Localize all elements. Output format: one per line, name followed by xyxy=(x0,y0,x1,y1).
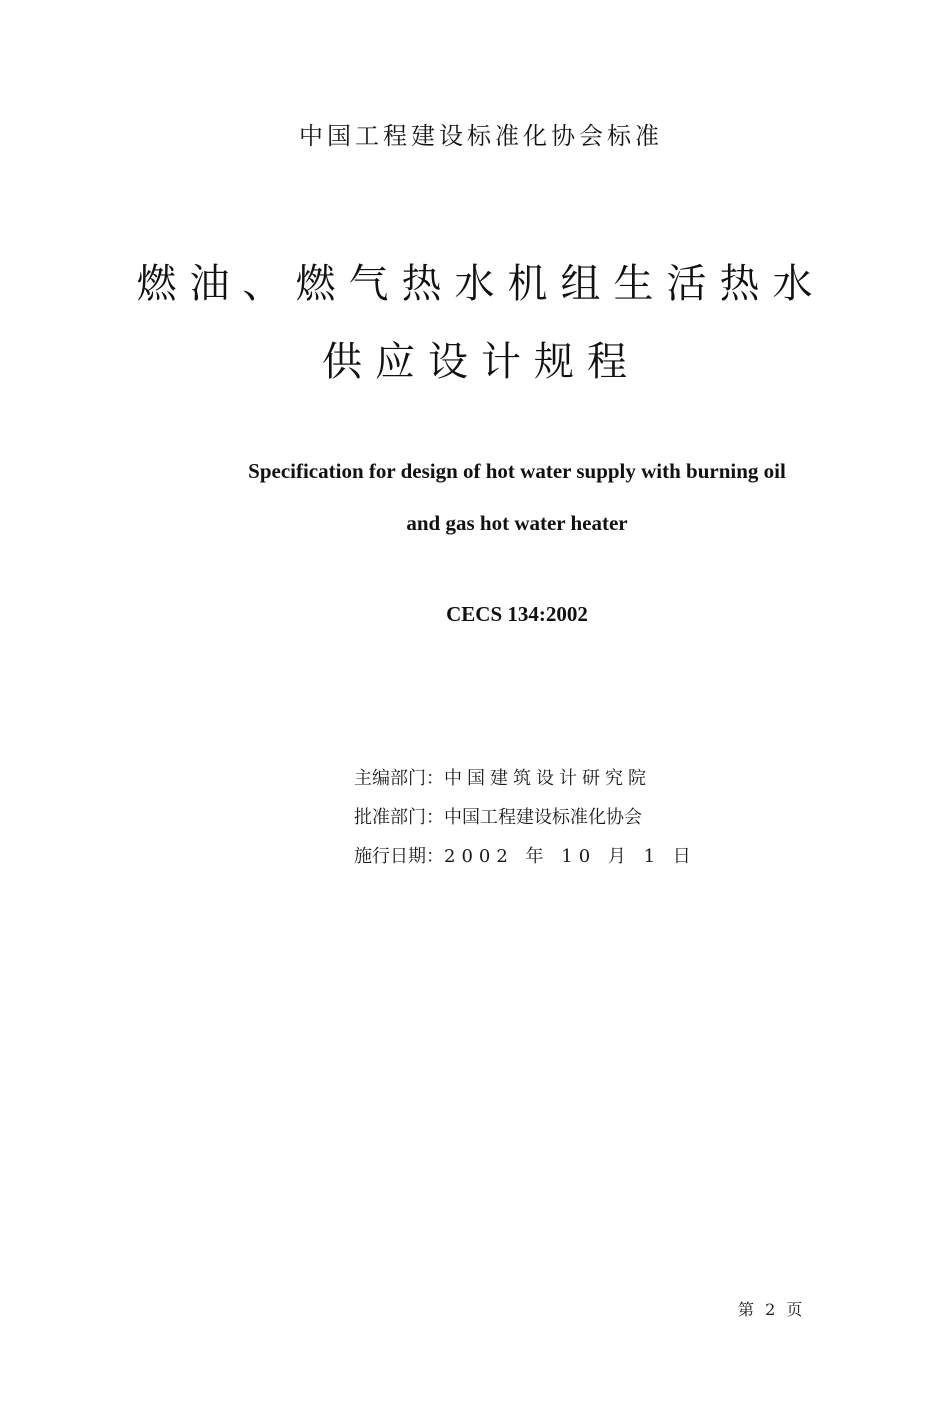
chief-editor-department xyxy=(354,764,651,790)
meta-label: 主编部门： xyxy=(354,768,444,789)
approving-department xyxy=(354,803,642,829)
standard-code: CECS 134:2002 xyxy=(446,602,588,626)
meta-value: 中国建筑设计研究院 xyxy=(444,768,651,789)
meta-label: 施行日期： xyxy=(354,846,444,867)
standard-organization-header: 中国工程建设标准化协会标准 xyxy=(299,122,663,150)
document-title-line-2: 供应设计规程 xyxy=(322,339,640,385)
meta-label: 批准部门： xyxy=(354,807,444,828)
english-title-line-1: Specification for design of hot water supply with burning oil xyxy=(248,459,786,483)
english-title-line-2: and gas hot water heater xyxy=(406,511,628,535)
effective-date xyxy=(354,842,697,868)
meta-value: 中国工程建设标准化协会 xyxy=(444,807,642,828)
document-title-line-1: 燃油、燃气热水机组生活热水 xyxy=(136,261,826,307)
page-number: 第 2 页 xyxy=(738,1300,806,1319)
meta-value: 2002 年 10 月 1 日 xyxy=(444,846,697,867)
